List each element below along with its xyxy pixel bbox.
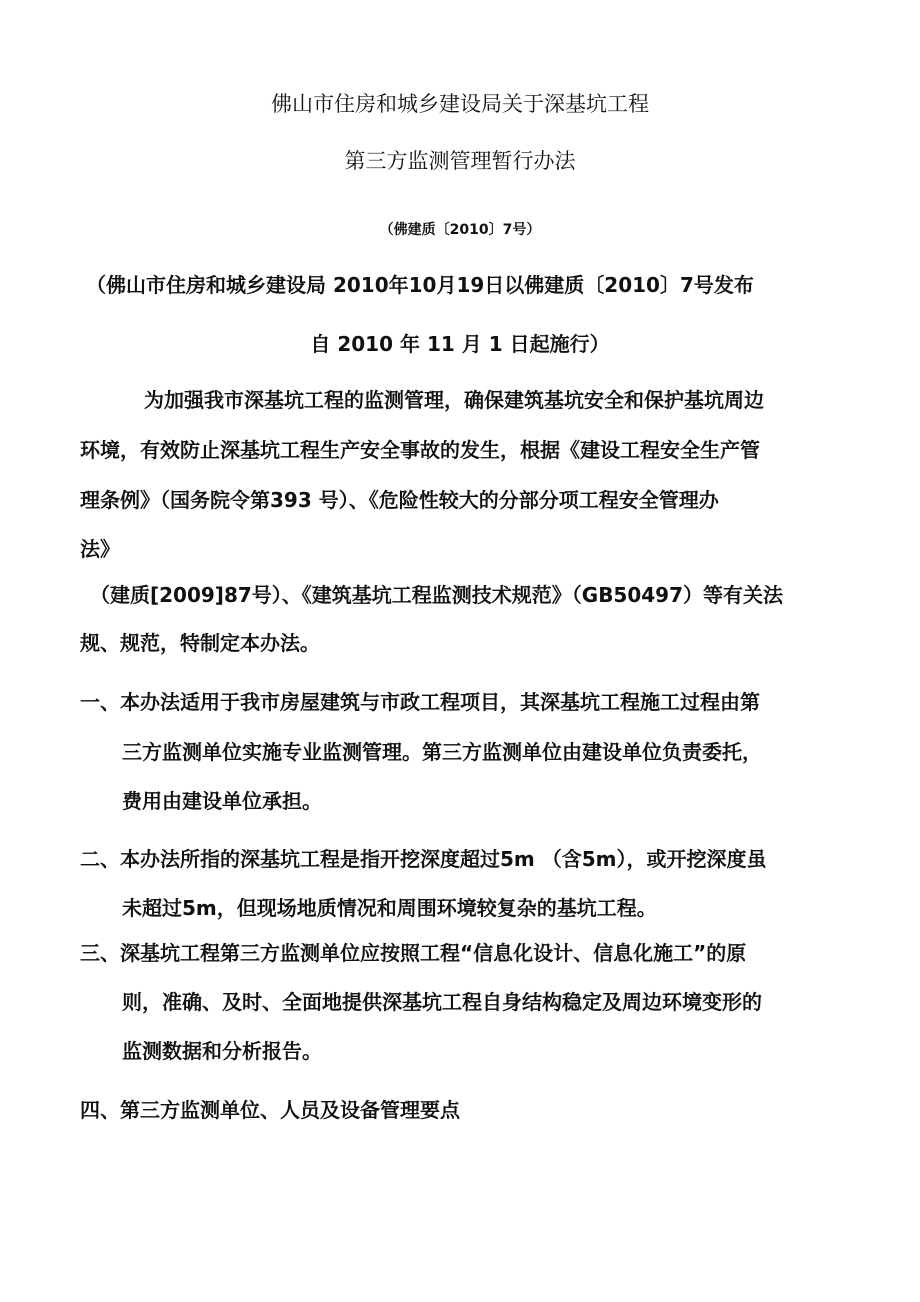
- article-3-line: 则，准确、及时、全面地提供深基坑工程自身结构稳定及周边环境变形的: [122, 990, 762, 1014]
- title-line-1: 佛山市住房和城乡建设局关于深基坑工程: [271, 92, 649, 116]
- article-1-line: 费用由建设单位承担。: [122, 789, 322, 813]
- article-3-line: 三、深基坑工程第三方监测单位应按照工程“信息化设计、信息化施工”的原: [80, 941, 747, 965]
- publish-note-line-1: （佛山市住房和城乡建设局 2010年10月19日以佛建质〔2010〕7号发布: [86, 273, 754, 297]
- doc-number: （佛建质〔2010〕7号）: [379, 222, 541, 238]
- article-4-heading: 四、第三方监测单位、人员及设备管理要点: [80, 1098, 460, 1122]
- title-line-2: 第三方监测管理暂行办法: [344, 149, 576, 173]
- preamble-line: （建质[2009]87号）、《建筑基坑工程监测技术规范》（GB50497）等有关法: [90, 583, 784, 607]
- article-3-line: 监测数据和分析报告。: [122, 1039, 322, 1063]
- preamble-line: 环境，有效防止深基坑工程生产安全事故的发生，根据《建设工程安全生产管: [80, 438, 760, 462]
- article-2-line: 未超过5m，但现场地质情况和周围环境较复杂的基坑工程。: [122, 896, 657, 920]
- article-1-line: 三方监测单位实施专业监测管理。第三方监测单位由建设单位负责委托，: [122, 740, 762, 764]
- article-1-line: 一、本办法适用于我市房屋建筑与市政工程项目，其深基坑工程施工过程由第: [80, 690, 760, 714]
- preamble-line: 理条例》（国务院令第393 号）、《危险性较大的分部分项工程安全管理办: [80, 488, 719, 512]
- article-2-line: 二、本办法所指的深基坑工程是指开挖深度超过5m （含5m），或开挖深度虽: [80, 847, 767, 871]
- publish-note-line-2: 自 2010 年 11 月 1 日起施行）: [310, 332, 610, 356]
- preamble-line: 为加强我市深基坑工程的监测管理，确保建筑基坑安全和保护基坑周边: [144, 388, 764, 412]
- preamble-line: 法》: [80, 537, 120, 561]
- preamble-line: 规、规范，特制定本办法。: [80, 631, 320, 655]
